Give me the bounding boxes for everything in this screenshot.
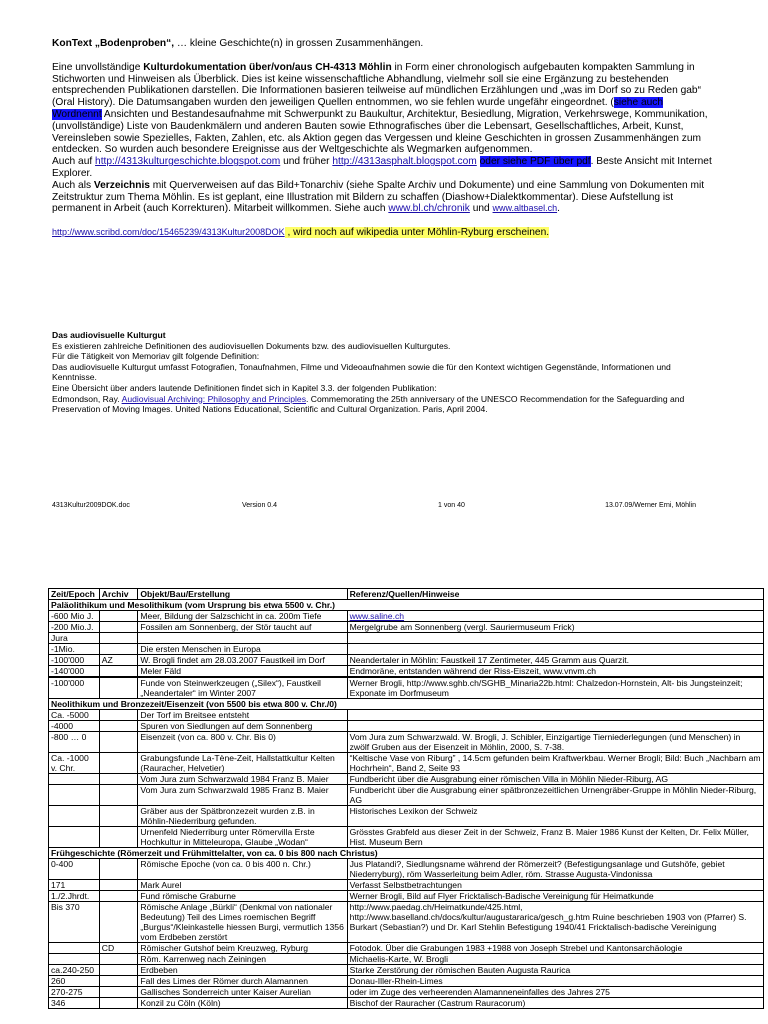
cell-archiv	[99, 666, 138, 677]
title-subtitle: … kleine Geschichte(n) in grossen Zusammenhängen.	[174, 38, 424, 49]
cell-referenz: Fundbericht über die Ausgrabung einer spätbronzezeitlichen Urnengräber-Gruppe in Möhlin Nieder-Riburg, AG	[347, 785, 763, 806]
p3-bold: Verzeichnis	[93, 179, 150, 191]
cell-zeit: -1Mio.	[49, 644, 100, 655]
cell-archiv	[99, 753, 138, 774]
cell-zeit: 1./2.Jhrdt.	[49, 891, 100, 902]
p3-text-d: .	[557, 203, 560, 215]
table-row	[49, 943, 764, 954]
table-section-row	[49, 848, 764, 859]
intro-title	[52, 38, 712, 50]
cell-objekt: Römischer Gutshof beim Kreuzweg, Ryburg	[138, 943, 347, 954]
chronology-table	[48, 588, 764, 1009]
cell-zeit	[49, 943, 100, 954]
cell-objekt: Röm. Karrenweg nach Zeiningen	[138, 954, 347, 965]
cell-archiv	[99, 710, 138, 721]
cell-referenz: Bischof der Rauracher (Castrum Rauracorum)	[347, 998, 763, 1009]
p3-text-b: mit Querverweisen auf das Bild+Tonarchiv (siehe Spalte Archiv und Dokumente) und eine Sammlung von Dokumenten mit Zeitstruktur zum Thema Möhlin. Es ist geplant, eine Illustration mit Bildern zu schaffen (Diashow+Dialektkommentar). Diese Aufstellung ist permanent in Arbeit (auch Korrekturen). Mitarbeit willkommen. Siehe auch	[52, 179, 705, 215]
blog-link-kulturgeschichte[interactable]: http://4313kulturgeschichte.blogspot.com	[95, 156, 281, 168]
intro-section	[52, 38, 712, 239]
scribd-line	[52, 227, 712, 239]
link-altbasel[interactable]: www.altbasel.ch	[492, 203, 558, 214]
cell-referenz: oder im Zuge des verheerenden Alamanneneinfalles des Jahres 275	[347, 987, 763, 998]
cell-archiv: AZ	[99, 655, 138, 666]
table-row	[49, 785, 764, 806]
p2-text-a: Auch auf	[52, 156, 96, 168]
cell-archiv	[99, 721, 138, 732]
cell-objekt: Fall des Limes der Römer durch Alamannen	[138, 976, 347, 987]
table-section-row	[49, 600, 764, 611]
av-l5-text-a: Edmondson, Ray.	[52, 393, 122, 404]
av-line-1: Es existieren zahlreiche Definitionen des audiovisuellen Dokuments bzw. des audiovisuellen Kulturgutes.	[52, 340, 451, 351]
footer-date-author: 13.07.09/Werner Erni, Möhlin	[605, 502, 696, 509]
cell-archiv	[99, 732, 138, 753]
cell-objekt: Erdbeben	[138, 965, 347, 976]
cell-zeit: 0-400	[49, 859, 100, 880]
link-bl-chronik[interactable]: www.bl.ch/chronik	[388, 203, 470, 215]
p1-highlight: siehe auch Wordnennt	[52, 97, 664, 120]
cell-objekt: Der Torf im Breitsee entsteht	[138, 710, 347, 721]
table-row	[49, 666, 764, 677]
cell-zeit: Bis 370	[49, 902, 100, 943]
cell-archiv	[99, 678, 138, 699]
table-header-row	[49, 589, 764, 600]
av-l5-text-b: . Commemorating the 25th anniversary of the UNESCO Recommendation for the Safeguarding and Preservation of Moving Images. United Nations Educational, Scientific and Cultural Organization. Paris, April 2004.	[52, 393, 685, 415]
cell-objekt: Urnenfeld Niederriburg unter Römervilla Erste Hochkultur in Mitteleuropa, Glaube „Wodan“	[138, 827, 347, 848]
intro-paragraph-3	[52, 180, 712, 215]
cell-referenz[interactable]: www.saline.ch	[347, 611, 763, 622]
blog-link-asphalt[interactable]: http://4313asphalt.blogspot.com	[332, 156, 477, 168]
cell-referenz: Werner Brogli, Bild auf Flyer Fricktalisch-Badische Vereinigung für Heimatkunde	[347, 891, 763, 902]
title-bodenproben: „Bodenproben“,	[94, 38, 175, 49]
cell-referenz: http://www.paedag.ch/Heimatkunde/425.html, http://www.baselland.ch/docs/kultur/augustararica/gesch_g.htm Ruine beschrieben 1903 von (Pfarrer) S. Burkart (Sebastian?) und Dr. Karl Stehlin Befestigung 1940/41 Fricktalisch-badische Vereinigung	[347, 902, 763, 943]
footer-version: Version 0.4	[242, 502, 278, 509]
table-row	[49, 954, 764, 965]
cell-referenz: Fundbericht über die Ausgrabung einer römischen Villa in Möhlin Nieder-Riburg, AG	[347, 774, 763, 785]
footer-filename: 4313Kultur2009DOK.doc	[52, 502, 130, 509]
cell-archiv	[99, 774, 138, 785]
header-objekt: Objekt/Bau/Erstellung	[138, 589, 347, 600]
cell-archiv	[99, 827, 138, 848]
cell-zeit: Ca. -5000	[49, 710, 100, 721]
section-heading: Neolithikum und Bronzezeit/Eisenzeit (von 5500 bis etwa 800 v. Chr./0)	[49, 699, 764, 710]
table-row	[49, 753, 764, 774]
cell-referenz: Historisches Lexikon der Schweiz	[347, 806, 763, 827]
table-row	[49, 732, 764, 753]
cell-zeit	[49, 806, 100, 827]
cell-zeit: ca.240-250	[49, 965, 100, 976]
cell-objekt: Vom Jura zum Schwarzwald 1985 Franz B. Maier	[138, 785, 347, 806]
cell-archiv	[99, 644, 138, 655]
intro-paragraph-1	[52, 62, 712, 156]
cell-zeit	[49, 774, 100, 785]
cell-archiv	[99, 806, 138, 827]
cell-zeit: Ca. -1000 v. Chr.	[49, 753, 100, 774]
av-line-5	[52, 394, 712, 415]
table-row	[49, 710, 764, 721]
cell-zeit: 346	[49, 998, 100, 1009]
cell-objekt: Fossilen am Sonnenberg, der Stör taucht auf	[138, 622, 347, 633]
cell-archiv	[99, 880, 138, 891]
cell-objekt: Fund römische Graburne	[138, 891, 347, 902]
table-row	[49, 806, 764, 827]
header-archiv: Archiv	[99, 589, 138, 600]
table-row	[49, 721, 764, 732]
cell-objekt: Vom Jura zum Schwarzwald 1984 Franz B. Maier	[138, 774, 347, 785]
cell-archiv	[99, 987, 138, 998]
p2-highlight: oder siehe PDF über pdf	[479, 156, 591, 168]
header-zeit: Zeit/Epoch	[49, 589, 100, 600]
cell-archiv	[99, 633, 138, 644]
table-row	[49, 880, 764, 891]
cell-archiv	[99, 965, 138, 976]
p2-text-c: . Beste Ansicht mit Internet Explorer.	[52, 156, 712, 179]
footer-page-number: 1 von 40	[438, 502, 465, 509]
table-row	[49, 611, 764, 622]
wikipedia-note: , wird noch auf wikipedia unter Möhlin-Ryburg erscheinen.	[284, 227, 550, 239]
cell-referenz: Michaelis-Karte, W. Brogli	[347, 954, 763, 965]
cell-objekt: Eisenzeit (von ca. 800 v. Chr. Bis 0)	[138, 732, 347, 753]
cell-zeit: 260	[49, 976, 100, 987]
table-row	[49, 655, 764, 666]
cell-archiv	[99, 891, 138, 902]
cell-referenz: Endmoräne, entstanden während der Riss-Eiszeit, www.vnvm.ch	[347, 666, 763, 677]
cell-objekt: Die ersten Menschen in Europa	[138, 644, 347, 655]
p1-text-c: Ansichten und Bestandesaufnahme mit Schwerpunkt zu Baukultur, Architektur, Besiedlung, Migration, Verkehrswege, Kommunikation, (unvollständige) Liste von Baudenkmälern und anderen Bauten sowie Ethnografisches über die Lebensart, Gesellschaftliches, Arbeit, Kunst, Vereinsleben sowie Spezielles, Fakten, Zahlen, etc. als Aktion gegen das Vergessen und kleine Geschichten in grossen Zusammenhängen zum entdecken. So wurden auch besondere Ereignisse aus der Weltgeschichte als Wegmarken aufgenommen.	[52, 108, 708, 156]
cell-objekt: Meer, Bildung der Salzschicht in ca. 200m Tiefe	[138, 611, 347, 622]
table-row	[49, 644, 764, 655]
cell-referenz: Vom Jura zum Schwarzwald. W. Brogli, J. Schibler, Einzigartige Tierniederlegungen (und Menschen) in zwölf Gruben aus der Eisenzeit in Möhlin, 2000, S. 7-38.	[347, 732, 763, 753]
av-line-2: Für die Tätigkeit von Memoriav gilt folgende Definition:	[52, 351, 260, 362]
cell-objekt: W. Brogli findet am 28.03.2007 Faustkeil im Dorf	[138, 655, 347, 666]
table-row	[49, 678, 764, 699]
header-referenz: Referenz/Quellen/Hinweise	[347, 589, 763, 600]
av-title: Das audiovisuelle Kulturgut	[52, 330, 166, 340]
cell-zeit: -800 … 0	[49, 732, 100, 753]
cell-referenz: Fotodok. Über die Grabungen 1983 +1988 von Joseph Strebel und Kantonsarchäologie	[347, 943, 763, 954]
table-row	[49, 987, 764, 998]
table-row	[49, 859, 764, 880]
cell-archiv: CD	[99, 943, 138, 954]
table-row	[49, 827, 764, 848]
cell-archiv	[99, 998, 138, 1009]
audiovisual-section	[52, 330, 712, 415]
cell-referenz: Neandertaler in Möhlin: Faustkeil 17 Zentimeter, 445 Gramm aus Quarzit.	[347, 655, 763, 666]
table-row	[49, 633, 764, 644]
cell-referenz	[347, 644, 763, 655]
cell-zeit	[49, 785, 100, 806]
cell-objekt: Gräber aus der Spätbronzezeit wurden z.B. in Möhlin-Niederriburg gefunden.	[138, 806, 347, 827]
cell-objekt: Mark Aurel	[138, 880, 347, 891]
table-row	[49, 891, 764, 902]
cell-archiv	[99, 611, 138, 622]
p1-bold: Kulturdokumentation über/von/aus CH-4313 Möhlin	[143, 61, 392, 73]
av-line-4: Eine Übersicht über anders lautende Definitionen findet sich in Kapitel 3.3. der folgenden Publikation:	[52, 382, 437, 393]
cell-zeit: Jura	[49, 633, 100, 644]
cell-objekt: Funde von Steinwerkzeugen („Silex“), Faustkeil „Neandertaler“ im Winter 2007	[138, 678, 347, 699]
cell-referenz: Werner Brogli, http://www.sghb.ch/SGHB_Minaria22b.html: Chalzedon-Hornstein, Alt- bis Jungsteinzeit; Exponate im Dorfmuseum	[347, 678, 763, 699]
section-heading: Paläolithikum und Mesolithikum (vom Ursprung bis etwa 5500 v. Chr.)	[49, 600, 764, 611]
cell-referenz: Mergelgrube am Sonnenberg (vergl. Sauriermuseum Frick)	[347, 622, 763, 633]
p2-text-b: und früher	[280, 156, 333, 168]
cell-referenz: Verfasst Selbstbetrachtungen	[347, 880, 763, 891]
table-row	[49, 774, 764, 785]
cell-archiv	[99, 976, 138, 987]
p3-text-a: Auch als	[52, 179, 94, 191]
cell-archiv	[99, 902, 138, 943]
cell-zeit: -100'000	[49, 655, 100, 666]
table-row	[49, 902, 764, 943]
p3-text-c: und	[469, 203, 493, 215]
cell-objekt: Gallisches Sonderreich unter Kaiser Aurelian	[138, 987, 347, 998]
cell-archiv	[99, 859, 138, 880]
cell-objekt: Römische Anlage „Bürkli“ (Denkmal von nationaler Bedeutung) Teil des Limes roemischen Begriff „Burgus“/Kleinkastelle hiessen Burgi, vermutlich 1356 vom Erdbeben zerstört	[138, 902, 347, 943]
intro-paragraph-2	[52, 156, 712, 180]
cell-referenz: “Keltische Vase von Riburg” , 14.5cm gefunden beim Kraftwerkbau. Werner Brogli; Bild: Buch „Nachbarn am Hochrhein“, Band 2, Seite 93	[347, 753, 763, 774]
cell-objekt: Spuren von Siedlungen auf dem Sonnenberg	[138, 721, 347, 732]
cell-objekt: Römische Epoche (von ca. 0 bis 400 n. Chr.)	[138, 859, 347, 880]
table-row	[49, 998, 764, 1009]
p1-text-b: in Form einer chronologisch aufgebauten kompakten Sammlung in Stichworten und Hinweisen als Überblick. Dies ist keine wissenschaftliche Abhandlung, vielmehr soll sie eine Ergänzung zu bestehenden entsprechenden Publikationen darstellen. Die Informationen basieren teilweise auf mündlichen Erzählungen und „was im Dorf so zu Reden gab“ (Oral History). Die Datumsangaben wurden den jeweiligen Quellen entnommen, wo sie fehlen wurde ungefähr eingeordnet. (	[52, 61, 701, 109]
cell-zeit: -140'000	[49, 666, 100, 677]
p1-text-a: Eine unvollständige	[52, 61, 144, 73]
table-section-row	[49, 699, 764, 710]
cell-referenz	[347, 710, 763, 721]
cell-objekt: Konzil zu Cöln (Köln)	[138, 998, 347, 1009]
cell-referenz: Grösstes Grabfeld aus dieser Zeit in der Schweiz, Franz B. Maier 1986 Kunst der Kelten, Dr. Felix Müller, Hist. Museum Bern	[347, 827, 763, 848]
link-audiovisual-archiving[interactable]: Audiovisual Archiving: Philosophy and Principles	[121, 393, 306, 404]
cell-zeit: -100'000	[49, 678, 100, 699]
cell-referenz	[347, 633, 763, 644]
cell-archiv	[99, 785, 138, 806]
cell-referenz: Starke Zerstörung der römischen Bauten Augusta Raurica	[347, 965, 763, 976]
cell-archiv	[99, 954, 138, 965]
av-line-3: Das audiovisuelle Kulturgut umfasst Fotografien, Tonaufnahmen, Filme und Videoaufnahmen sowie die für den Kontext wichtigen Gegenstände, Informationen und Kenntnisse.	[52, 361, 671, 383]
cell-objekt: Meler Fäld	[138, 666, 347, 677]
table-row	[49, 622, 764, 633]
table-row	[49, 965, 764, 976]
section-heading: Frühgeschichte (Römerzeit und Frühmittelalter, von ca. 0 bis 800 nach Christus)	[49, 848, 764, 859]
cell-zeit: -200 Mio.J.	[49, 622, 100, 633]
cell-zeit: 171	[49, 880, 100, 891]
cell-zeit	[49, 954, 100, 965]
cell-archiv	[99, 622, 138, 633]
cell-zeit: 270-275	[49, 987, 100, 998]
cell-zeit: -4000	[49, 721, 100, 732]
cell-objekt: Grabungsfunde La-Tène-Zeit, Hallstattkultur Kelten (Rauracher, Helvetier)	[138, 753, 347, 774]
table-row	[49, 976, 764, 987]
cell-referenz	[347, 721, 763, 732]
cell-referenz: Jus Platandi?, Siedlungsname während der Römerzeit? (Befestigungsanlage und Gutshöfe, gebiet Niederryburg), röm Wasserleitung beim Adler, röm. Strasse Augusta-Vindonissa	[347, 859, 763, 880]
cell-zeit	[49, 827, 100, 848]
cell-referenz: Donau-Iller-Rhein-Limes	[347, 976, 763, 987]
link-scribd[interactable]: http://www.scribd.com/doc/15465239/4313Kultur2008DOK	[52, 227, 285, 238]
cell-objekt	[138, 633, 347, 644]
title-kontext: KonText	[52, 38, 92, 49]
cell-zeit: -600 Mio J.	[49, 611, 100, 622]
